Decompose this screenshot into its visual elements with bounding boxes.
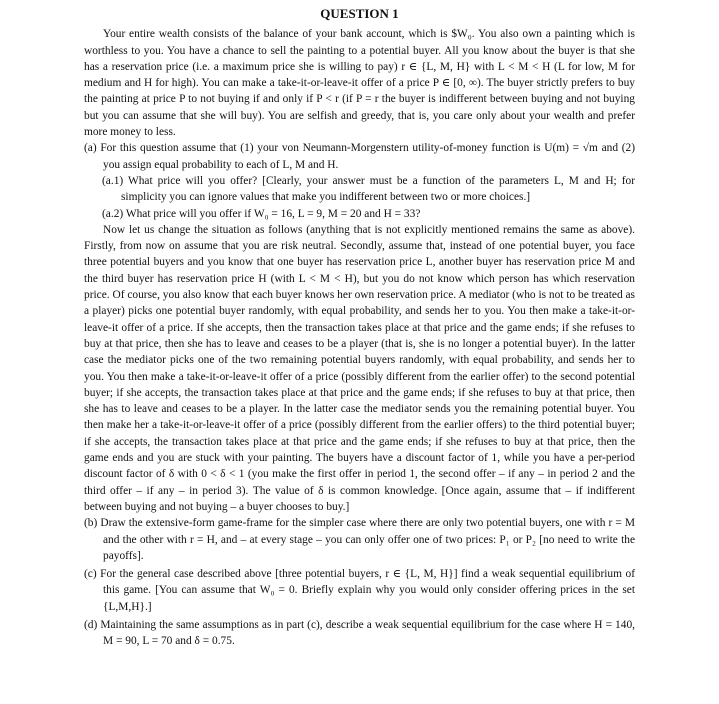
part-d: (d) Maintaining the same assumptions as in part (c), describe a weak sequential equilibrium for the case where H = 140, M = 90, L = 70 and δ = 0.75. — [84, 618, 635, 648]
intro-paragraph: Your entire wealth consists of the balance of your bank account, which is $W₀. You also own a painting which is worthless to you. You have a chance to sell the painting to a potential buyer. All you know about the buyer is that she has a reservation price (i.e. a maximum price she is willing to pay) r ∈ {L, M, H} with L < M < H (L for low, M for medium and H for high). You can make a take-it-or-leave-it offer of a price P ∈ [0, ∞). The buyer strictly prefers to buy the painting at price P to not buying if and only if P < r (if P = r the buyer is indifferent between buying and not buying but you can assume that she will buy). You are selfish and greedy, that is, you care only about your wealth and prefer more money to less. — [84, 28, 635, 139]
part-b: (b) Draw the extensive-form game-frame for the simpler case where there are only two potential buyers, one with r = M and the other with r = H, and – at every stage – you can only offer one of two prices: P₁ or P₂ [no need to write the payoffs]. — [84, 517, 635, 562]
question-title: QUESTION 1 — [320, 6, 399, 21]
part-c: (c) For the general case described above [three potential buyers, r ∈ {L, M, H}] find a weak sequential equilibrium of this game. [You can assume that W₀ = 0. Briefly explain why you would only consider offering prices in the set {L,M,H}.] — [84, 568, 635, 613]
part-a: (a) For this question assume that (1) your von Neumann-Morgenstern utility-of-money function is U(m) = √m and (2) you assign equal probability to each of L, M and H. — [84, 142, 635, 171]
part-a2: (a.2) What price will you offer if W₀ = 16, L = 9, M = 20 and H = 33? — [102, 207, 421, 220]
scenario-paragraph: Now let us change the situation as follows (anything that is not explicitly mentioned remains the same as above). Firstly, from now on assume that you are risk neutral. Secondly, assume that, instead of one potential buyer, you face three potential buyers and you know that one buyer has reservation price L, another buyer has reservation price M and the third buyer has reservation price H (with L < M < H), but you do not know which person has which reservation price. Of course, you also know that each buyer knows her own reservation price. A mediator (who is not to be treated as a player) picks one potential buyer randomly, with equal probability, and sends her to you. You then make a take-it-or-leave-it offer of a price. If she accepts, then the transaction takes place at that price and the game ends; if she refuses to buy at that price, then she has to leave and ceases to be a player (that is, she is no longer a potential buyer). In the latter case the mediator picks one of the two remaining potential buyers randomly, with equal probability, and sends her to you. You then make a take-it-or-leave-it offer of a price (possibly different from the earlier offer) to the second potential buyer; if she accepts, the transaction takes place at that price and the game ends; if she refuses to buy at that price, then she has to leave and ceases to be a player. In the latter case the mediator sends you the remaining potential buyer. You then make her a take-it-or-leave-it offer of a price (possibly different from the earlier offers) to the third potential buyer; if she accepts, the transaction takes place at that price and the game ends; if she refuses to buy at that price, then the game ends and you are stuck with your painting. The buyers have a discount factor of 1, while you have a per-period discount factor of δ with 0 < δ < 1 (you make the first offer in period 1, the second offer – if any – in period 2 and the third offer – if any – in period 3). The value of δ is common knowledge. [Once again, assume that – if indifferent between buying and not buying – a buyer chooses to buy.] — [84, 223, 635, 513]
part-a1: (a.1) What price will you offer? [Clearly, your answer must be a function of the parameters L, M and H; for simplicity you can ignore values that make you indifferent between two or more choices.] — [102, 174, 635, 204]
